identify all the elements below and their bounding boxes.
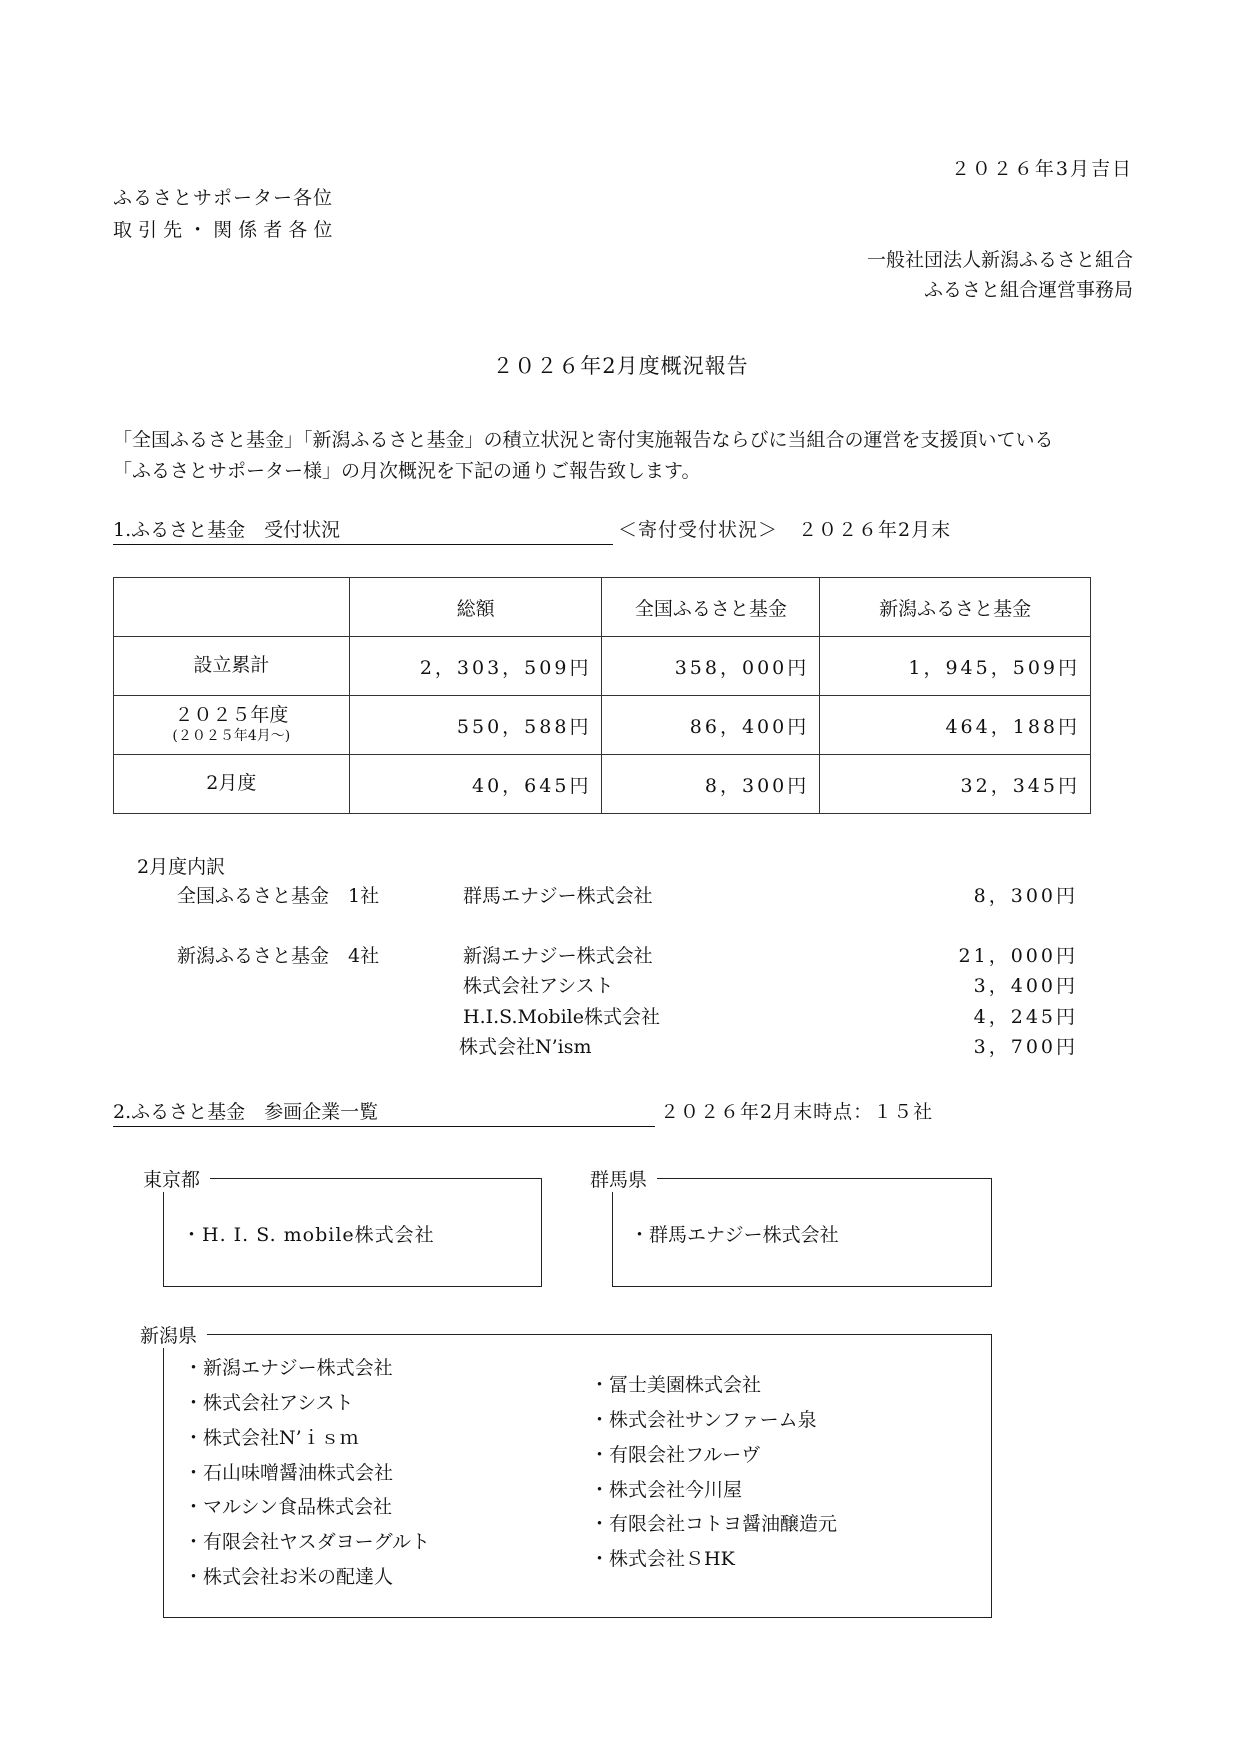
- cell-niigata: 1，945，509円: [820, 637, 1091, 696]
- table-header-row: [114, 578, 1091, 637]
- row-label-main: ２０２５年度: [174, 704, 289, 727]
- document-date: ２０２６年3月吉日: [950, 158, 1133, 180]
- company-list-item: ・H. I. S. mobile株式会社: [182, 1224, 435, 1246]
- breakdown-amount: 4，245円: [973, 1006, 1078, 1028]
- table-row: [114, 637, 1091, 696]
- row-label: [114, 696, 350, 755]
- cell-niigata: 464，188円: [820, 696, 1091, 755]
- sender-line-1: 一般社団法人新潟ふるさと組合: [866, 249, 1133, 271]
- cell-total: 40，645円: [349, 755, 602, 814]
- section1-heading: 1.ふるさと基金 受付状況: [113, 515, 613, 545]
- recipient-line-2: 取 引 先 ・ 関 係 者 各 位: [113, 219, 333, 241]
- breakdown-amount: 3，400円: [973, 975, 1078, 997]
- table-row: [114, 696, 1091, 755]
- breakdown-company: 群馬エナジー株式会社: [463, 885, 653, 907]
- row-label: 2月度: [114, 755, 350, 814]
- company-list-item: ・有限会社ヤスダヨーグルト: [184, 1531, 431, 1553]
- company-list-item: ・株式会社N’ｉｓｍ: [184, 1427, 359, 1449]
- cell-zenkoku: 358，000円: [602, 637, 820, 696]
- breakdown-amount: 3，700円: [973, 1036, 1078, 1058]
- intro-line-1: 「全国ふるさと基金」「新潟ふるさと基金」の積立状況と寄付実施報告ならびに当組合の運営を支援頂いている: [113, 429, 1054, 451]
- breakdown-title: 2月度内訳: [137, 856, 226, 878]
- intro-line-2: 「ふるさとサポーター様」の月次概況を下記の通りご報告致します。: [113, 460, 701, 482]
- company-list-item: ・冨士美園株式会社: [590, 1374, 762, 1396]
- company-list-item: ・有限会社フルーヴ: [590, 1444, 761, 1466]
- company-list-item: ・株式会社サンファーム泉: [590, 1409, 817, 1431]
- table-row: [114, 755, 1091, 814]
- breakdown-amount: 8，300円: [973, 885, 1078, 907]
- company-list-item: ・マルシン食品株式会社: [184, 1496, 393, 1518]
- section2-note: ２０２６年2月末時点：１５社: [660, 1101, 934, 1123]
- table-header-cell: 全国ふるさと基金: [602, 578, 820, 637]
- breakdown-company: 株式会社N’ism: [459, 1036, 592, 1058]
- region-title-niigata: 新潟県: [130, 1321, 207, 1348]
- breakdown-company: H.I.S.Mobile株式会社: [463, 1006, 660, 1028]
- cell-zenkoku: 86，400円: [602, 696, 820, 755]
- sender-line-2: ふるさと組合運営事務局: [923, 279, 1133, 301]
- breakdown-company: 新潟エナジー株式会社: [463, 945, 653, 967]
- region-title-tokyo: 東京都: [133, 1165, 210, 1192]
- donation-summary-table: [113, 577, 1091, 814]
- company-list-item: ・石山味噌醤油株式会社: [184, 1462, 394, 1484]
- page-title: ２０２６年2月度概況報告: [492, 354, 749, 378]
- company-list-item: ・新潟エナジー株式会社: [184, 1357, 393, 1379]
- section2-heading: 2.ふるさと基金 参画企業一覧: [113, 1097, 655, 1127]
- cell-niigata: 32，345円: [820, 755, 1091, 814]
- company-list-item: ・株式会社アシスト: [184, 1392, 354, 1414]
- row-label-sub: (２０２５年4月～): [172, 728, 291, 745]
- region-title-gunma: 群馬県: [580, 1165, 657, 1192]
- breakdown-fund-zenkoku: 全国ふるさと基金 1社: [177, 885, 380, 907]
- breakdown-fund-niigata: 新潟ふるさと基金 4社: [177, 945, 380, 967]
- company-list-item: ・株式会社お米の配達人: [184, 1566, 394, 1588]
- row-label: 設立累計: [114, 637, 350, 696]
- recipient-line-1: ふるさとサポーター各位: [113, 187, 334, 209]
- cell-total: 550，588円: [349, 696, 602, 755]
- cell-zenkoku: 8，300円: [602, 755, 820, 814]
- table-header-cell: 新潟ふるさと基金: [820, 578, 1091, 637]
- breakdown-company: 株式会社アシスト: [463, 975, 614, 997]
- company-list-item: ・有限会社コトヨ醤油醸造元: [590, 1513, 838, 1535]
- table-header-cell: 総額: [349, 578, 602, 637]
- section1-note: ＜寄付受付状況＞ ２０２６年2月末: [618, 519, 952, 541]
- company-list-item: ・株式会社ＳHK: [590, 1548, 735, 1570]
- company-list-item: ・群馬エナジー株式会社: [630, 1224, 839, 1246]
- company-list-item: ・株式会社今川屋: [590, 1479, 743, 1501]
- cell-total: 2，303，509円: [349, 637, 602, 696]
- breakdown-amount: 21，000円: [958, 945, 1078, 967]
- table-header-cell: [114, 578, 350, 637]
